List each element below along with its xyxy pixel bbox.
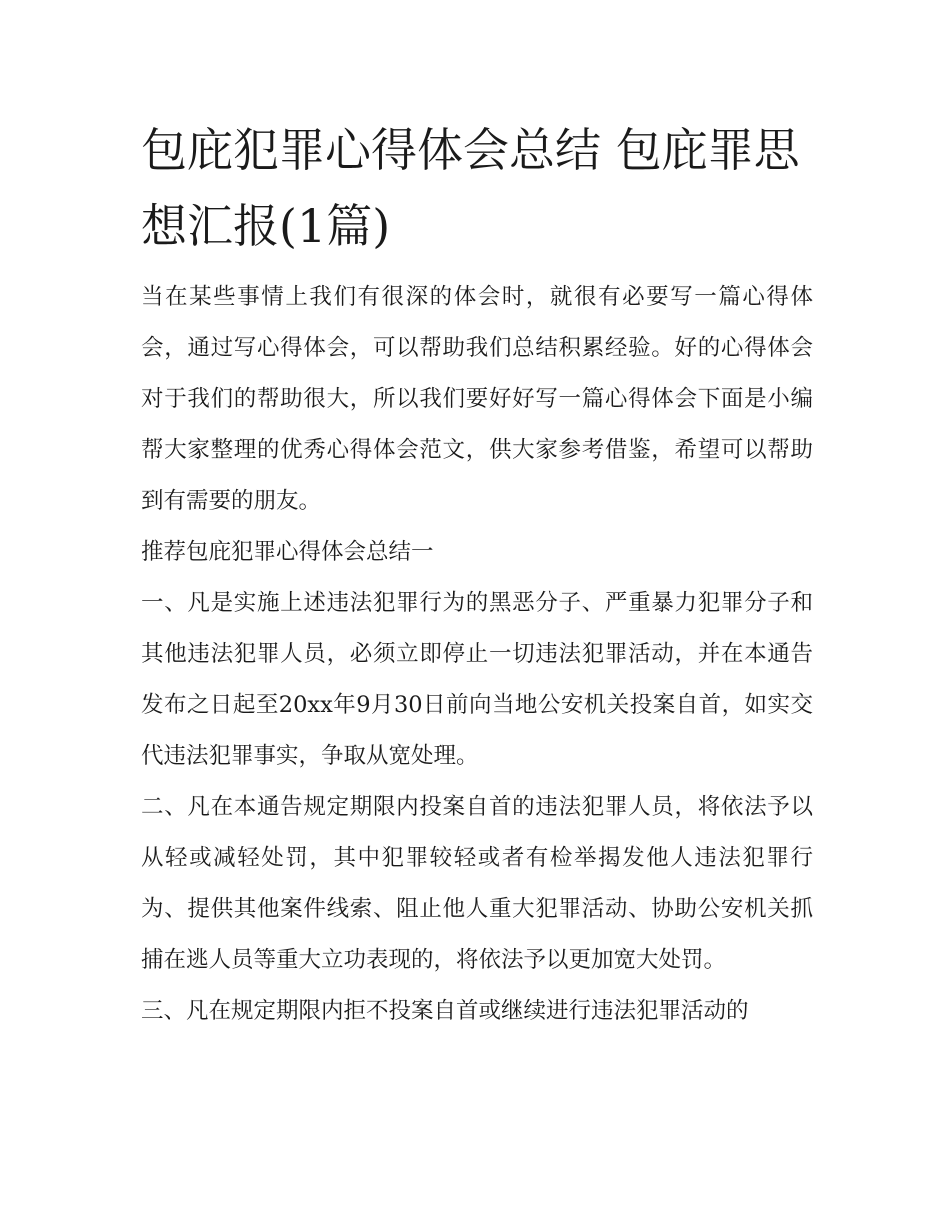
body-paragraph-1: 一、凡是实施上述违法犯罪行为的黑恶分子、严重暴力犯罪分子和其他违法犯罪人员，必须立即停止一切违法犯罪活动，并在本通告发布之日起至20xx年9月30日前向当地公安机关投案自首，如实交代违法犯罪事实，争取从宽处理。 xyxy=(141,590,813,769)
intro-paragraph: 当在某些事情上我们有很深的体会时，就很有必要写一篇心得体会，通过写心得体会，可以帮助我们总结积累经验。好的心得体会对于我们的帮助很大，所以我们要好好写一篇心得体会下面是小编帮大家整理的优秀心得体会范文，供大家参考借鉴，希望可以帮助到有需要的朋友。 xyxy=(141,284,813,514)
body-paragraph-2: 二、凡在本通告规定期限内投案自首的违法犯罪人员，将依法予以从轻或减轻处罚，其中犯罪较轻或者有检举揭发他人违法犯罪行为、提供其他案件线索、阻止他人重大犯罪活动、协助公安机关抓捕在逃人员等重大立功表现的，将依法予以更加宽大处罚。 xyxy=(141,794,813,973)
body-paragraph-3: 三、凡在规定期限内拒不投案自首或继续进行违法犯罪活动的 xyxy=(141,998,749,1024)
section-heading: 推荐包庇犯罪心得体会总结一 xyxy=(141,539,434,565)
document-page xyxy=(141,112,813,1037)
document-title: 包庇犯罪心得体会总结 包庇罪思想汇报(1篇) xyxy=(141,123,800,253)
